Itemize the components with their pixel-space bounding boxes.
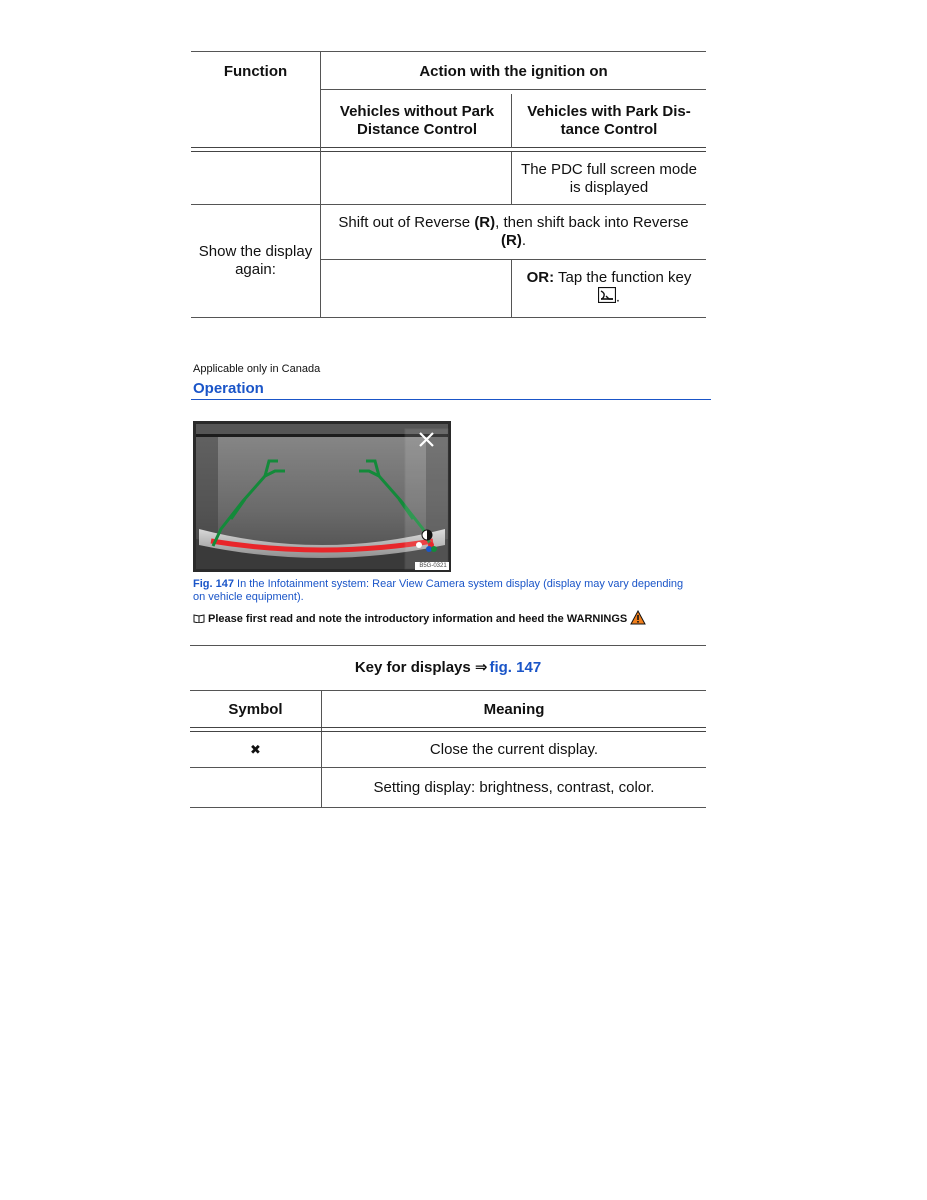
cell-tap-function-key [517, 260, 701, 317]
read-note-text: Please first read and note the introductory information and heed the WARNINGS [208, 613, 628, 625]
table2-title [190, 646, 706, 690]
reverse-symbol: (R) [474, 214, 496, 231]
table-rule [191, 317, 706, 318]
applicable-note: Applicable only in Canada [193, 363, 321, 375]
tap-text: Tap the function key [554, 269, 692, 286]
figure-caption-text: In the Infotainment system: Rear View Camera system display (display may vary depending on vehicle equipment). [193, 578, 684, 603]
header-action: Action with the ignition on [419, 63, 608, 80]
figure-code: B5G-0321 [419, 563, 447, 569]
or-label: OR: [526, 269, 555, 286]
tap-end: . [615, 288, 621, 306]
warning-icon[interactable] [630, 610, 646, 628]
header-with-pdc: Vehicles with Park Dis-tance Control [527, 103, 691, 138]
table-rule [190, 807, 706, 808]
header-symbol: Symbol [228, 700, 283, 718]
figure-caption [193, 578, 693, 604]
table-col-divider [511, 259, 512, 317]
read-note [193, 610, 646, 628]
header-function: Function [223, 63, 288, 80]
table2-title-prefix: Key for displays ⇒ [354, 659, 488, 676]
close-icon: ✖ [250, 741, 261, 757]
camera-function-key-icon [598, 287, 616, 308]
meaning-close: Close the current display. [429, 740, 599, 758]
meaning-settings: Setting display: brightness, contrast, color. [373, 778, 655, 796]
section-rule [191, 399, 711, 400]
key-for-displays-table [190, 645, 706, 808]
reverse-symbol: (R) [501, 232, 522, 249]
book-icon [193, 613, 205, 626]
header-without-pdc: Vehicles without Park Distance Control [339, 103, 495, 138]
cell-pdc-fullscreen: The PDC full screen mode is displayed [521, 160, 697, 196]
header-meaning: Meaning [483, 700, 545, 718]
pdc-function-table [191, 51, 706, 318]
fig-147-link[interactable]: fig. 147 [489, 659, 542, 676]
cell-show-display-again: Show the display again: [198, 243, 313, 278]
table-col-divider [511, 94, 512, 148]
shift-text-1: Shift out of Reverse [338, 214, 475, 231]
shift-text-2: , then shift back into Reverse [495, 214, 689, 231]
settings-symbol [190, 768, 321, 807]
shift-text-3: . [521, 232, 526, 249]
section-title: Operation [193, 380, 264, 397]
table-header-rule [191, 147, 706, 152]
rear-view-camera-figure [193, 421, 451, 572]
figure-label: Fig. 147 [193, 578, 234, 590]
table-col-divider [511, 152, 512, 204]
cell-shift-reverse [326, 205, 701, 259]
